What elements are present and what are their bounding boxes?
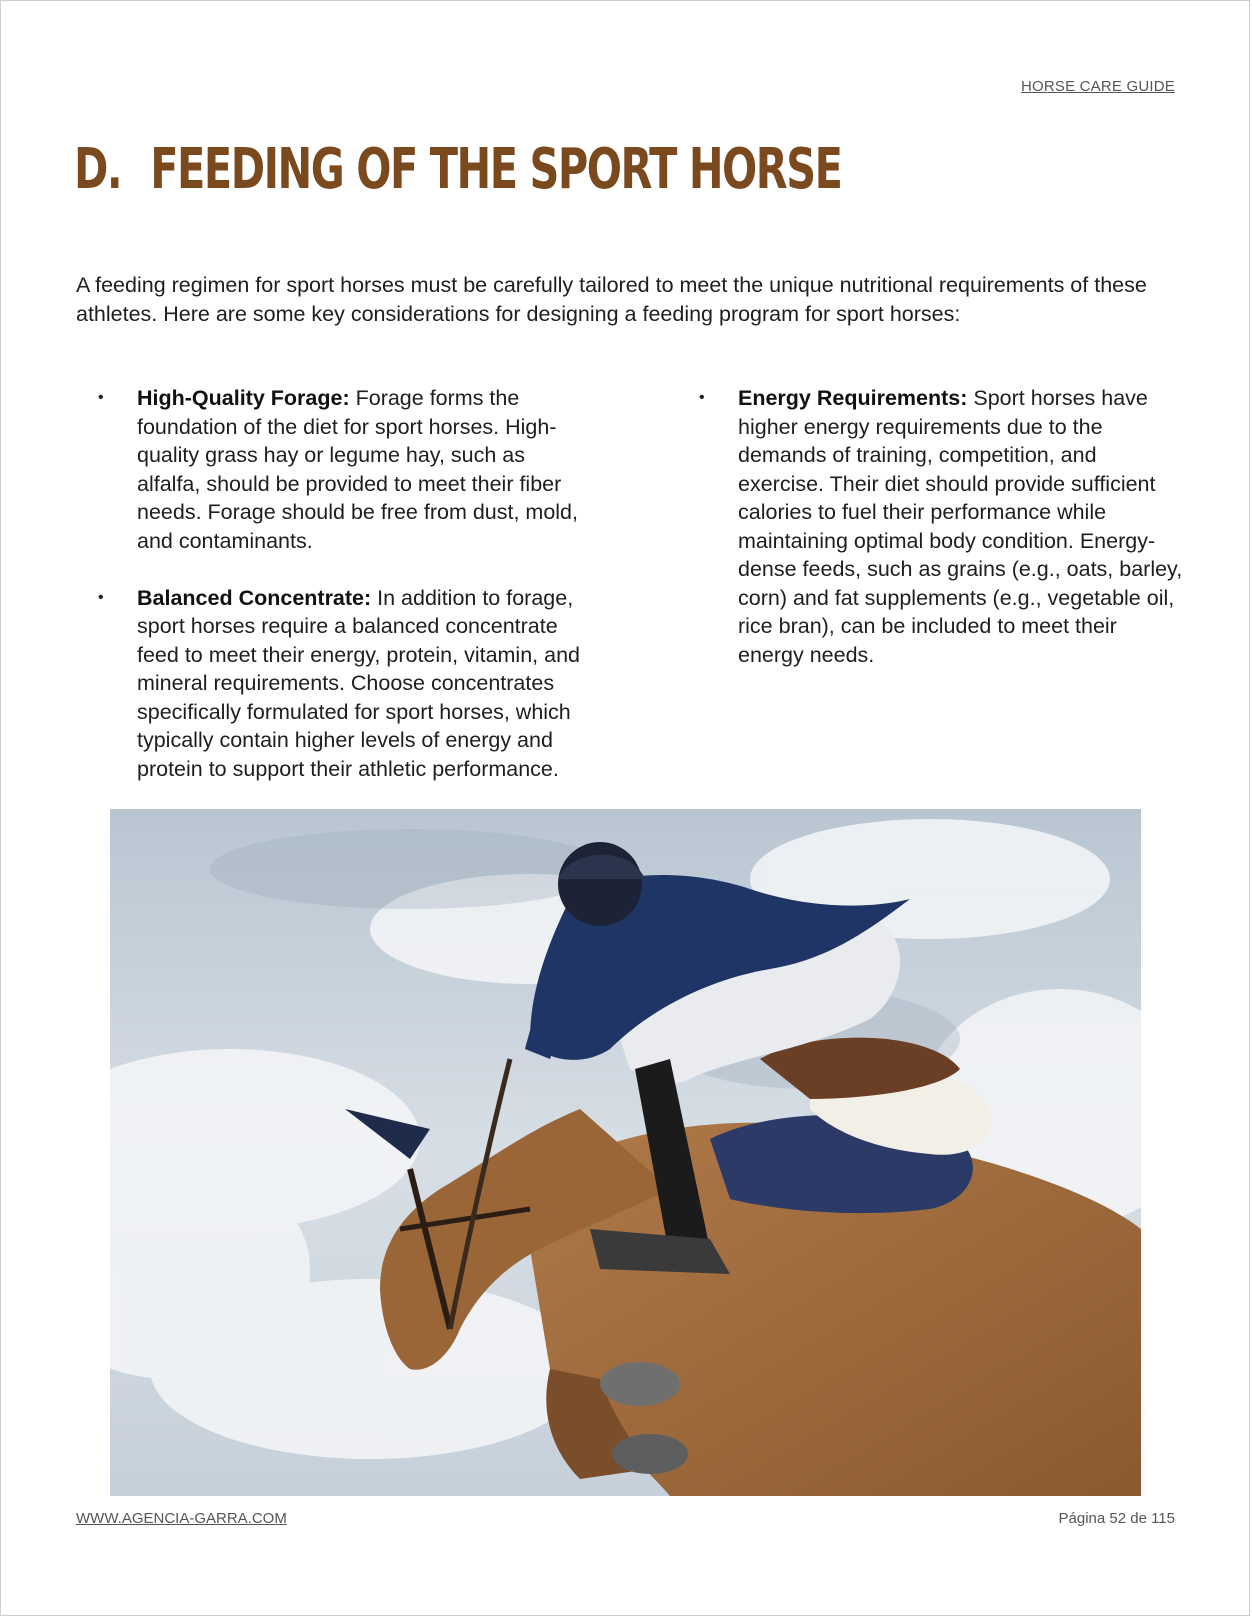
section-title-text: FEEDING OF THE SPORT HORSE [150,137,842,202]
list-item [76,584,585,784]
bullet-term: Energy Requirements: [738,386,968,410]
bullet-term: High-Quality Forage: [137,386,350,410]
page-number: Página 52 de 115 [1058,1510,1175,1527]
show-jumping-horse-and-rider-icon [110,809,1141,1496]
list-item [677,384,1186,669]
show-jumping-photo [110,809,1141,1496]
section-title [74,138,841,202]
bullet-dot: • [98,588,104,606]
bullet-text: Sport horses have higher energy requirements due to the demands of training, competition, and exercise. Their diet should provide sufficient calories to fuel their performance while maintaining optimal body condition. Energy-dense feeds, such as grains (e.g., oats, barley, corn) and fat supplements (e.g., vegetable oil, rice bran), can be included to meet their energy needs. [738,386,1183,667]
intro-paragraph: A feeding regimen for sport horses must be carefully tailored to meet the unique nutritional requirements of these athletes. Here are some key considerations for designing a feeding program for sport horses: [76,273,1147,326]
bullet-text: Forage forms the foundation of the diet for sport horses. High-quality grass hay or legume hay, such as alfalfa, should be provided to meet their fiber needs. Forage should be free from dust, mold, and contaminants. [137,386,578,553]
list-item [76,384,585,555]
bullet-term: Balanced Concentrate: [137,585,372,610]
bullet-dot: • [98,389,104,406]
footer-website-link[interactable]: WWW.AGENCIA-GARRA.COM [76,1510,287,1527]
bullet-list [76,384,1186,784]
bullet-dot: • [699,389,705,406]
section-number: D. [74,137,122,202]
running-header[interactable]: HORSE CARE GUIDE [1020,78,1175,95]
bullet-text: In addition to forage, sport horses require a balanced concentrate feed to meet their energy, protein, vitamin, and mineral requirements. Choose concentrates specifically formulated for sport horses, which typically contain higher levels of energy and protein to support their athletic performance. [137,585,580,781]
